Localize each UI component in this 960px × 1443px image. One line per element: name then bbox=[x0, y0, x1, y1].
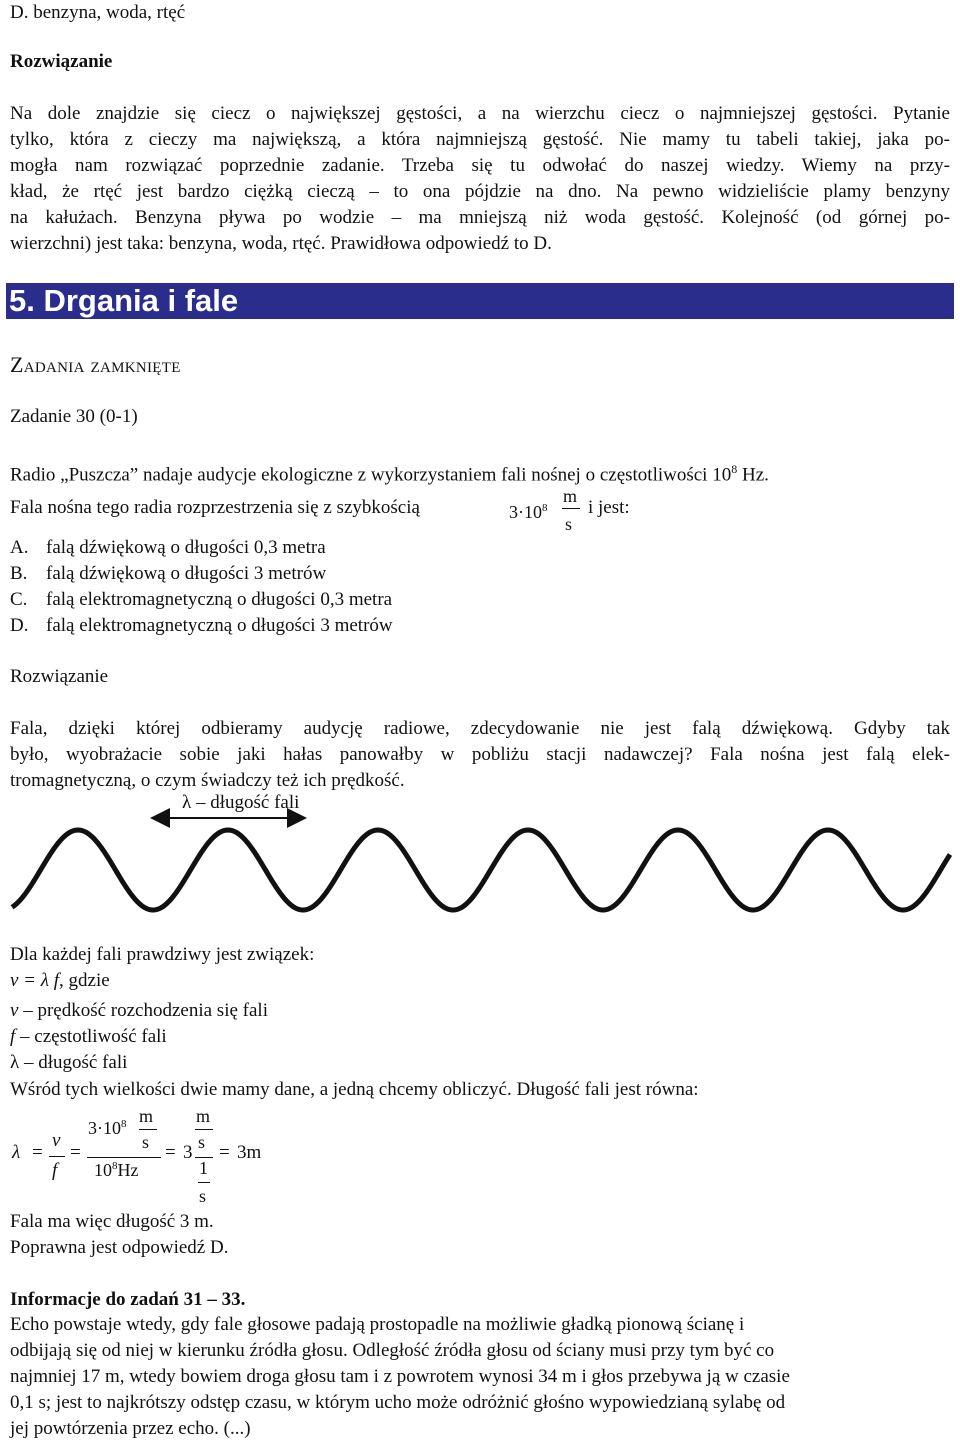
solution-line: kład, że rtęć jest bardzo ciężką cieczą – to ona pójdzie na dno. Na pewno widzieliście plamy benzyny bbox=[10, 181, 950, 202]
speed-unit-denominator: s bbox=[565, 514, 573, 534]
task-line-2-text: Fala nośna tego radia rozprzestrzenia się z szybkością bbox=[10, 497, 420, 518]
info-line: jej powtórzenia przez echo. (...) bbox=[10, 1418, 251, 1439]
option-a: A. falą dźwiękową o długości 0,3 metra bbox=[10, 537, 326, 558]
definition-lambda: λ – długość fali bbox=[10, 1052, 128, 1073]
speed-unit-numerator: m bbox=[563, 486, 578, 506]
calc-m2: m bbox=[196, 1106, 211, 1126]
calc-main-bar bbox=[87, 1157, 161, 1158]
option-d-previous: D. benzyna, woda, rtęć bbox=[10, 2, 186, 23]
calc-m2-bar bbox=[195, 1129, 213, 1130]
solution2-line: było, wyobrażacie sobie jaki hałas panowałby w pobliżu stacji nadawczej? Fala nośna jest falą elek- bbox=[10, 744, 950, 765]
calc-num-unit-bar bbox=[139, 1129, 157, 1130]
calc-s2: s bbox=[198, 1132, 206, 1152]
option-b: B. falą dźwiękową o długości 3 metrów bbox=[10, 563, 327, 584]
calc-v: v bbox=[52, 1130, 61, 1151]
task-line-2-end: i jest: bbox=[588, 497, 630, 518]
sine-wave bbox=[12, 830, 950, 910]
solution-heading-2: Rozwiązanie bbox=[10, 666, 109, 687]
section-title: 5. Drgania i fale bbox=[6, 283, 954, 319]
frequency-exponent: 8 bbox=[731, 462, 738, 476]
calc-eq-4: = bbox=[219, 1142, 230, 1163]
solution-line: na kałużach. Benzyna pływa po wodzie – ma mniejszą niż woda gęstość. Kolejność (od górnej po- bbox=[10, 207, 950, 228]
calc-three: 3 bbox=[183, 1142, 193, 1163]
calc-num-m: m bbox=[139, 1106, 154, 1126]
relation-intro: Dla każdej fali prawdziwy jest związek: bbox=[10, 944, 315, 965]
definition-v: v – prędkość rozchodzenia się fali bbox=[10, 1000, 268, 1021]
wavelength-label: λ – długość fali bbox=[182, 792, 300, 813]
calc-num-s: s bbox=[142, 1132, 150, 1152]
info-line: odbijają się od niej w kierunku źródła głosu. Odległość źródła głosu od ściany musi przy tym być co bbox=[10, 1340, 775, 1361]
info-line: 0,1 s; jest to najkrótszy odstęp czasu, w którym ucho może odróżnić głośno wypowiedzianą sylabę od bbox=[10, 1392, 786, 1413]
calc-eq-1: = bbox=[32, 1142, 43, 1163]
calc-s3: s bbox=[199, 1186, 207, 1206]
info-line: Echo powstaje wtedy, gdy fale głosowe padają prostopadle na możliwie gładką pionową ścianę i bbox=[10, 1314, 745, 1335]
solution-line: tylko, która z cieczy ma największą, a która najmniejszą gęstość. Nie mamy tu tabeli takiej, jaka po- bbox=[10, 129, 950, 150]
task-line-1-end: Hz. bbox=[737, 464, 769, 486]
speed-unit-bar bbox=[562, 508, 580, 509]
calc-eq-3: = bbox=[165, 1142, 176, 1163]
conclusion-answer: Poprawna jest odpowiedź D. bbox=[10, 1237, 229, 1258]
solution2-line: Fala, dzięki której odbieramy audycję radiowe, zdecydowanie nie jest falą dźwiękową. Gdyby tak bbox=[10, 718, 950, 739]
definition-f: f – częstotliwość fali bbox=[10, 1026, 167, 1047]
relation-formula: v = λ f, gdzie bbox=[10, 970, 110, 991]
solution-line: mogła nam rozwiązać poprzednie zadanie. Trzeba się tu odwołać do naszej wiedzy. Wiemy na przy- bbox=[10, 155, 950, 176]
closed-tasks-heading: Zadania zamknięte bbox=[10, 352, 181, 377]
info-line: najmniej 17 m, wtedy bowiem droga głosu tam i z powrotem wynosi 34 m i głos przebywa ją w czasie bbox=[10, 1366, 790, 1387]
solution2-line: tromagnetyczną, o czym świadczy też ich prędkość. bbox=[10, 770, 405, 791]
calc-result: 3m bbox=[237, 1142, 262, 1163]
speed-value: $3\cdot 10^8$ bbox=[509, 502, 548, 522]
option-d: D. falą elektromagnetyczną o długości 3 metrów bbox=[10, 615, 393, 636]
option-c: C. falą elektromagnetyczną o długości 0,3 metra bbox=[10, 589, 393, 610]
calc-eq-2: = bbox=[70, 1142, 81, 1163]
solution-line: wierzchni) jest taka: benzyna, woda, rtęć. Prawidłowa odpowiedź to D. bbox=[10, 233, 552, 254]
calc-one: 1 bbox=[199, 1158, 208, 1178]
wave-diagram bbox=[0, 805, 960, 915]
conclusion-length: Fala ma więc długość 3 m. bbox=[10, 1211, 214, 1232]
calc-one-s-bar bbox=[198, 1182, 210, 1183]
solution-line: Na dole znajdzie się ciecz o największej gęstości, a na wierzchu ciecz o najmniejszej gęstości. Pytanie bbox=[10, 103, 950, 124]
solution-heading: Rozwiązanie bbox=[10, 51, 113, 72]
info-heading: Informacje do zadań 31 – 33. bbox=[10, 1289, 246, 1310]
calc-num-value: $3\cdot 10^8$ bbox=[88, 1118, 127, 1138]
task-line-1 bbox=[10, 456, 769, 486]
task-line-1-text: Radio „Puszcza” nadaje audycje ekologiczne z wykorzystaniem fali nośnej o częstotliwości 10 bbox=[10, 464, 732, 486]
task-title: Zadanie 30 (0-1) bbox=[10, 406, 138, 427]
calc-f: f bbox=[52, 1160, 58, 1181]
compute-intro: Wśród tych wielkości dwie mamy dane, a jedną chcemy obliczyć. Długość fali jest równa: bbox=[10, 1079, 699, 1100]
calc-den: $10^8Hz$ bbox=[94, 1160, 139, 1180]
calc-lambda: λ bbox=[12, 1142, 21, 1163]
calc-bar-vf bbox=[49, 1156, 65, 1157]
